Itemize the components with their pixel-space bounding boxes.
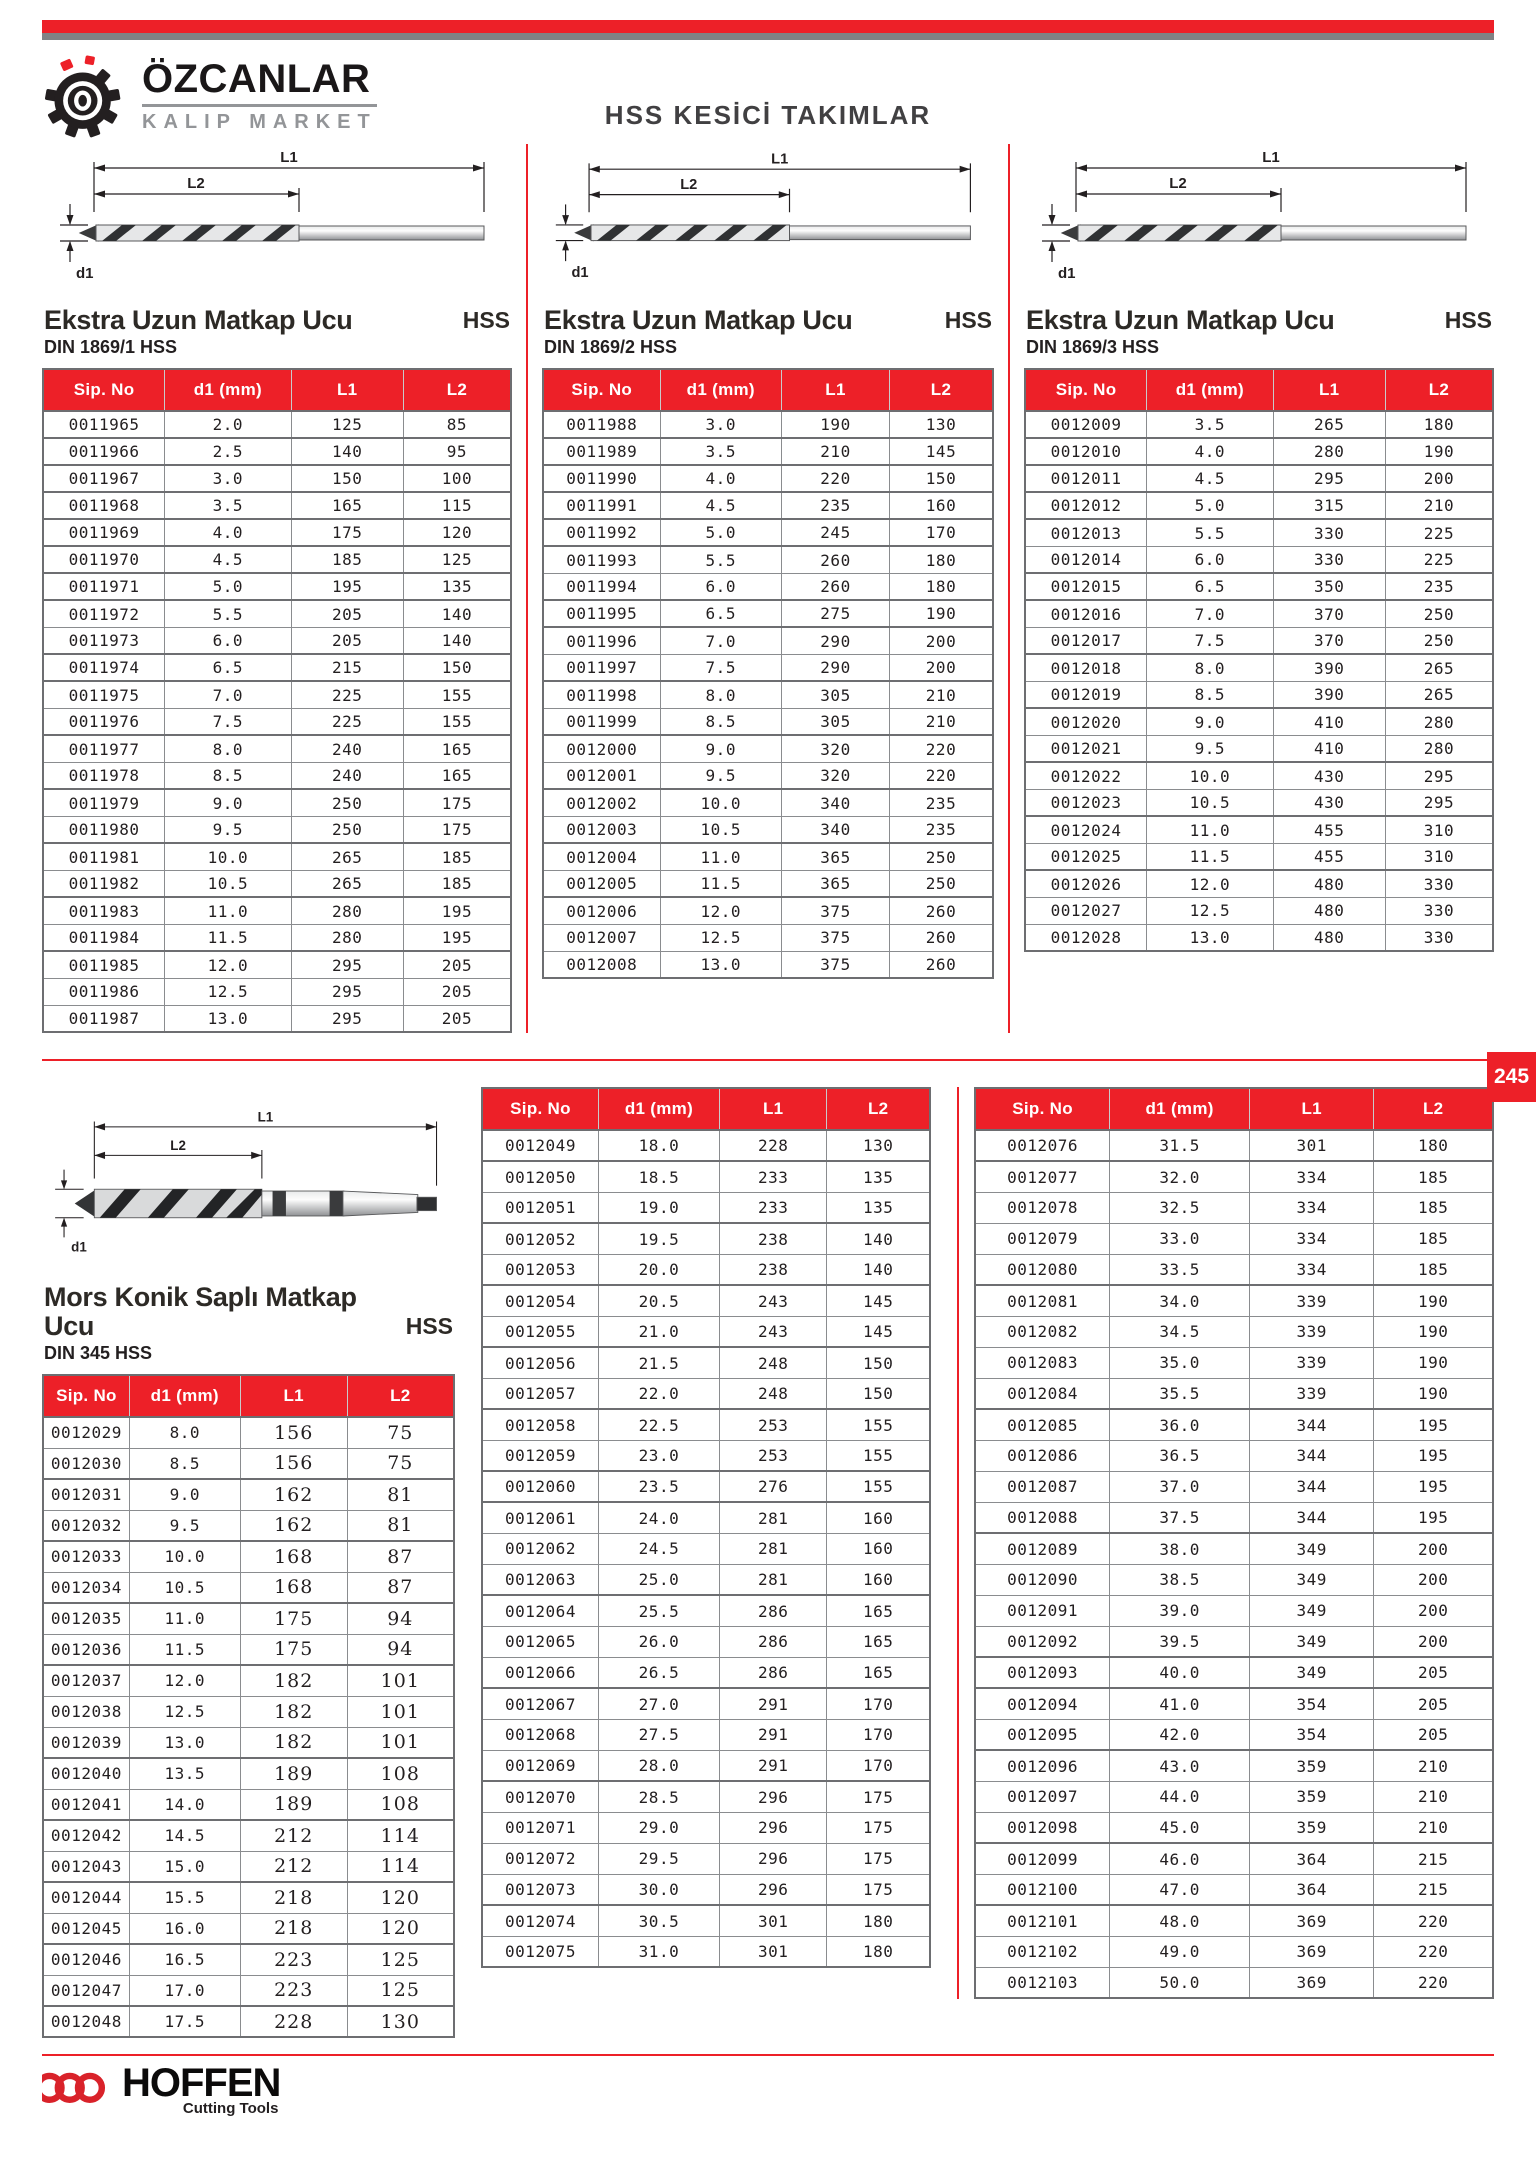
dim-label-l1: L1 — [771, 151, 789, 168]
table-row: 0012000 9.0 320 220 — [543, 735, 993, 762]
col-header-l2: L2 — [403, 369, 511, 411]
dim-label-d1: d1 — [1058, 265, 1076, 282]
table-row: 0012076 31.5 301 180 — [975, 1130, 1493, 1161]
din-345-table-continued-1 — [481, 1087, 931, 1968]
col-header-sip-no: Sip. No — [975, 1088, 1110, 1130]
grade-label: HSS — [944, 307, 992, 334]
table-header-row — [43, 1375, 454, 1417]
table-header-row — [43, 369, 511, 411]
table-row: 0012032 9.5 162 81 — [43, 1510, 454, 1541]
grade-label: HSS — [1444, 307, 1492, 334]
table-row: 0012094 41.0 354 205 — [975, 1688, 1493, 1719]
section-din-345-continued-2 — [957, 1087, 1494, 1999]
table-row: 0012013 5.5 330 225 — [1025, 519, 1493, 546]
table-row: 0012039 13.0 182 101 — [43, 1727, 454, 1758]
dim-label-l1: L1 — [257, 1109, 274, 1125]
dim-label-d1: d1 — [71, 1239, 87, 1255]
table-row: 0012096 43.0 359 210 — [975, 1750, 1493, 1781]
table-row: 0012068 27.5 291 170 — [482, 1719, 930, 1750]
table-row: 0012021 9.5 410 280 — [1025, 735, 1493, 762]
col-header-l1: L1 — [1250, 1088, 1374, 1130]
brand-name: ÖZCANLAR — [142, 59, 377, 107]
table-row: 0012020 9.0 410 280 — [1025, 708, 1493, 735]
table-row: 0011999 8.5 305 210 — [543, 708, 993, 735]
page-number-badge: 245 — [1487, 1052, 1536, 1102]
col-header-sip-no: Sip. No — [543, 369, 660, 411]
table-row: 0012072 29.5 296 175 — [482, 1843, 930, 1874]
table-row: 0012081 34.0 339 190 — [975, 1285, 1493, 1316]
table-row: 0012033 10.0 168 87 — [43, 1541, 454, 1572]
table-row: 0012014 6.0 330 225 — [1025, 546, 1493, 573]
table-row: 0011997 7.5 290 200 — [543, 654, 993, 681]
table-row: 0012071 29.0 296 175 — [482, 1812, 930, 1843]
section-din-1869-3 — [1010, 144, 1494, 1033]
table-row: 0012093 40.0 349 205 — [975, 1657, 1493, 1688]
table-row: 0012004 11.0 365 250 — [543, 843, 993, 870]
col-header-d1: d1 (mm) — [165, 369, 291, 411]
dim-label-d1: d1 — [571, 264, 589, 281]
drill-drawing-morse-taper — [42, 1087, 455, 1279]
col-header-d1: d1 (mm) — [1147, 369, 1273, 411]
table-row: 0012055 21.0 243 145 — [482, 1316, 930, 1347]
drill-drawing-extra-long — [42, 144, 512, 302]
table-row: 0012045 16.0 218 120 — [43, 1913, 454, 1944]
table-row: 0011991 4.5 235 160 — [543, 492, 993, 519]
table-row: 0012011 4.5 295 200 — [1025, 465, 1493, 492]
table-row: 0011980 9.5 250 175 — [43, 816, 511, 843]
ozcanlar-logo — [42, 54, 377, 138]
footer-brand-tagline: Cutting Tools — [182, 2100, 279, 2118]
din-standard: DIN 345 HSS — [44, 1343, 153, 1364]
table-row: 0012067 27.0 291 170 — [482, 1688, 930, 1719]
hoffen-rings-icon — [42, 2064, 114, 2108]
section-title: Ekstra Uzun Matkap Ucu — [544, 305, 853, 335]
table-row: 0012001 9.5 320 220 — [543, 762, 993, 789]
table-row: 0012099 46.0 364 215 — [975, 1843, 1493, 1874]
col-header-d1: d1 (mm) — [660, 369, 782, 411]
table-row: 0012006 12.0 375 260 — [543, 897, 993, 924]
table-row: 0011985 12.0 295 205 — [43, 951, 511, 978]
table-row: 0012026 12.0 480 330 — [1025, 870, 1493, 897]
table-row: 0011996 7.0 290 200 — [543, 627, 993, 654]
top-accent-bar — [42, 20, 1494, 33]
bottom-sections — [42, 1087, 1494, 2038]
table-row: 0011978 8.5 240 165 — [43, 762, 511, 789]
table-row: 0012016 7.0 370 250 — [1025, 600, 1493, 627]
table-row: 0011987 13.0 295 205 — [43, 1005, 511, 1032]
table-row: 0012065 26.0 286 165 — [482, 1626, 930, 1657]
table-header-row — [543, 369, 993, 411]
gear-icon — [42, 54, 128, 138]
table-row: 0012036 11.5 175 94 — [43, 1634, 454, 1665]
page-title: HSS KESİCİ TAKIMLAR — [604, 100, 932, 130]
col-header-sip-no: Sip. No — [482, 1088, 598, 1130]
col-header-l1: L1 — [1273, 369, 1385, 411]
table-row: 0012103 50.0 369 220 — [975, 1967, 1493, 1998]
table-row: 0012097 44.0 359 210 — [975, 1781, 1493, 1812]
din-345-table — [42, 1374, 455, 2038]
table-row: 0012082 34.5 339 190 — [975, 1316, 1493, 1347]
din-standard: DIN 1869/3 HSS — [1026, 337, 1160, 358]
table-row: 0012089 38.0 349 200 — [975, 1533, 1493, 1564]
table-row: 0012059 23.0 253 155 — [482, 1440, 930, 1471]
table-row: 0011983 11.0 280 195 — [43, 897, 511, 924]
table-row: 0012050 18.5 233 135 — [482, 1161, 930, 1192]
table-row: 0012070 28.5 296 175 — [482, 1781, 930, 1812]
col-header-l2: L2 — [1385, 369, 1493, 411]
table-row: 0011975 7.0 225 155 — [43, 681, 511, 708]
table-row: 0011971 5.0 195 135 — [43, 573, 511, 600]
top-sections — [42, 144, 1494, 1033]
table-row: 0012019 8.5 390 265 — [1025, 681, 1493, 708]
col-header-l1: L1 — [719, 1088, 827, 1130]
table-row: 0012042 14.5 212 114 — [43, 1820, 454, 1851]
table-row: 0012077 32.0 334 185 — [975, 1161, 1493, 1192]
table-row: 0012044 15.5 218 120 — [43, 1882, 454, 1913]
table-row: 0012022 10.0 430 295 — [1025, 762, 1493, 789]
col-header-l2: L2 — [890, 369, 994, 411]
table-row: 0011998 8.0 305 210 — [543, 681, 993, 708]
table-row: 0011974 6.5 215 150 — [43, 654, 511, 681]
table-row: 0012095 42.0 354 205 — [975, 1719, 1493, 1750]
col-header-l2: L2 — [827, 1088, 930, 1130]
col-header-sip-no: Sip. No — [1025, 369, 1147, 411]
table-row: 0012037 12.0 182 101 — [43, 1665, 454, 1696]
table-row: 0012084 35.5 339 190 — [975, 1378, 1493, 1409]
table-row: 0012057 22.0 248 150 — [482, 1378, 930, 1409]
table-row: 0012024 11.0 455 310 — [1025, 816, 1493, 843]
table-row: 0012009 3.5 265 180 — [1025, 411, 1493, 438]
table-row: 0012002 10.0 340 235 — [543, 789, 993, 816]
table-row: 0011982 10.5 265 185 — [43, 870, 511, 897]
table-row: 0012051 19.0 233 135 — [482, 1192, 930, 1223]
table-row: 0012078 32.5 334 185 — [975, 1192, 1493, 1223]
table-row: 0012090 38.5 349 200 — [975, 1564, 1493, 1595]
table-row: 0012085 36.0 344 195 — [975, 1409, 1493, 1440]
table-row: 0012079 33.0 334 185 — [975, 1223, 1493, 1254]
table-row: 0012028 13.0 480 330 — [1025, 924, 1493, 951]
table-row: 0012062 24.5 281 160 — [482, 1533, 930, 1564]
dim-label-l1: L1 — [1262, 149, 1280, 166]
table-row: 0012017 7.5 370 250 — [1025, 627, 1493, 654]
table-row: 0011988 3.0 190 130 — [543, 411, 993, 438]
dim-label-l2: L2 — [1169, 175, 1187, 192]
table-row: 0012052 19.5 238 140 — [482, 1223, 930, 1254]
table-row: 0012086 36.5 344 195 — [975, 1440, 1493, 1471]
table-row: 0011976 7.5 225 155 — [43, 708, 511, 735]
table-row: 0012030 8.5 156 75 — [43, 1448, 454, 1479]
dim-label-l1: L1 — [280, 149, 298, 166]
table-row: 0012012 5.0 315 210 — [1025, 492, 1493, 519]
table-row: 0012074 30.5 301 180 — [482, 1905, 930, 1936]
table-row: 0011969 4.0 175 120 — [43, 519, 511, 546]
col-header-sip-no: Sip. No — [43, 1375, 129, 1417]
section-divider-rule — [42, 1059, 1494, 1061]
table-row: 0012005 11.5 365 250 — [543, 870, 993, 897]
din-1869-2-table — [542, 368, 994, 979]
col-header-l2: L2 — [347, 1375, 454, 1417]
table-row: 0012015 6.5 350 235 — [1025, 573, 1493, 600]
table-row: 0012029 8.0 156 75 — [43, 1417, 454, 1448]
section-title: Ekstra Uzun Matkap Ucu — [44, 305, 353, 335]
din-standard: DIN 1869/1 HSS — [44, 337, 178, 358]
table-row: 0012047 17.0 223 125 — [43, 1975, 454, 2006]
dim-label-l2: L2 — [680, 176, 698, 193]
table-row: 0011989 3.5 210 145 — [543, 438, 993, 465]
dim-label-l2: L2 — [187, 175, 205, 192]
table-row: 0012101 48.0 369 220 — [975, 1905, 1493, 1936]
table-row: 0012010 4.0 280 190 — [1025, 438, 1493, 465]
brand-tagline: KALIP MARKET — [142, 110, 377, 133]
table-row: 0012023 10.5 430 295 — [1025, 789, 1493, 816]
grade-label: HSS — [462, 307, 510, 334]
footer — [0, 2061, 1536, 2118]
table-row: 0012083 35.0 339 190 — [975, 1347, 1493, 1378]
table-row: 0012046 16.5 223 125 — [43, 1944, 454, 1975]
table-row: 0012041 14.0 189 108 — [43, 1789, 454, 1820]
table-row: 0011968 3.5 165 115 — [43, 492, 511, 519]
table-row: 0012040 13.5 189 108 — [43, 1758, 454, 1789]
table-row: 0011972 5.5 205 140 — [43, 600, 511, 627]
table-row: 0012054 20.5 243 145 — [482, 1285, 930, 1316]
table-header-row — [1025, 369, 1493, 411]
table-row: 0012088 37.5 344 195 — [975, 1502, 1493, 1533]
din-1869-3-table — [1024, 368, 1494, 952]
table-row: 0011994 6.0 260 180 — [543, 573, 993, 600]
table-row: 0011967 3.0 150 100 — [43, 465, 511, 492]
table-row: 0011990 4.0 220 150 — [543, 465, 993, 492]
section-din-345 — [42, 1087, 455, 2038]
table-row: 0012031 9.0 162 81 — [43, 1479, 454, 1510]
table-row: 0012100 47.0 364 215 — [975, 1874, 1493, 1905]
table-row: 0012092 39.5 349 200 — [975, 1626, 1493, 1657]
table-header-row — [482, 1088, 930, 1130]
section-title: Mors Konik Saplı Matkap Ucu — [44, 1282, 357, 1341]
table-row: 0012066 26.5 286 165 — [482, 1657, 930, 1688]
table-row: 0011965 2.0 125 85 — [43, 411, 511, 438]
table-row: 0012102 49.0 369 220 — [975, 1936, 1493, 1967]
table-row: 0012025 11.5 455 310 — [1025, 843, 1493, 870]
masthead — [0, 40, 1536, 140]
din-345-table-continued-2 — [974, 1087, 1494, 1999]
table-row: 0012060 23.5 276 155 — [482, 1471, 930, 1502]
drill-drawing-extra-long — [542, 144, 994, 302]
table-header-row — [975, 1088, 1493, 1130]
drill-drawing-extra-long — [1024, 144, 1494, 302]
section-title: Ekstra Uzun Matkap Ucu — [1026, 305, 1335, 335]
section-din-1869-2 — [526, 144, 1010, 1033]
din-1869-1-table — [42, 368, 512, 1033]
table-row: 0011993 5.5 260 180 — [543, 546, 993, 573]
table-row: 0012091 39.0 349 200 — [975, 1595, 1493, 1626]
table-row: 0012008 13.0 375 260 — [543, 951, 993, 978]
table-row: 0011984 11.5 280 195 — [43, 924, 511, 951]
table-row: 0011970 4.5 185 125 — [43, 546, 511, 573]
table-row: 0011995 6.5 275 190 — [543, 600, 993, 627]
table-row: 0012080 33.5 334 185 — [975, 1254, 1493, 1285]
table-row: 0012087 37.0 344 195 — [975, 1471, 1493, 1502]
table-row: 0011977 8.0 240 165 — [43, 735, 511, 762]
col-header-l2: L2 — [1374, 1088, 1493, 1130]
table-row: 0012069 28.0 291 170 — [482, 1750, 930, 1781]
table-row: 0012073 30.0 296 175 — [482, 1874, 930, 1905]
col-header-l1: L1 — [291, 369, 403, 411]
table-row: 0012027 12.5 480 330 — [1025, 897, 1493, 924]
grade-label: HSS — [405, 1313, 453, 1340]
table-row: 0012003 10.5 340 235 — [543, 816, 993, 843]
table-row: 0012018 8.0 390 265 — [1025, 654, 1493, 681]
table-row: 0012049 18.0 228 130 — [482, 1130, 930, 1161]
table-row: 0011986 12.5 295 205 — [43, 978, 511, 1005]
footer-rule — [42, 2054, 1494, 2056]
col-header-l1: L1 — [240, 1375, 347, 1417]
top-gray-bar — [42, 33, 1494, 40]
din-standard: DIN 1869/2 HSS — [544, 337, 678, 358]
table-row: 0012038 12.5 182 101 — [43, 1696, 454, 1727]
table-row: 0012098 45.0 359 210 — [975, 1812, 1493, 1843]
table-row: 0012007 12.5 375 260 — [543, 924, 993, 951]
table-row: 0012056 21.5 248 150 — [482, 1347, 930, 1378]
table-row: 0011973 6.0 205 140 — [43, 627, 511, 654]
dim-label-d1: d1 — [76, 265, 94, 282]
col-header-d1: d1 (mm) — [129, 1375, 240, 1417]
col-header-sip-no: Sip. No — [43, 369, 165, 411]
table-row: 0012053 20.0 238 140 — [482, 1254, 930, 1285]
table-row: 0012043 15.0 212 114 — [43, 1851, 454, 1882]
table-row: 0012063 25.0 281 160 — [482, 1564, 930, 1595]
footer-brand-name: HOFFEN — [122, 2061, 281, 2106]
section-din-345-continued-1 — [481, 1087, 931, 1968]
section-din-1869-1 — [42, 144, 526, 1033]
table-row: 0011966 2.5 140 95 — [43, 438, 511, 465]
table-row: 0012075 31.0 301 180 — [482, 1936, 930, 1967]
table-row: 0011981 10.0 265 185 — [43, 843, 511, 870]
dim-label-l2: L2 — [170, 1138, 186, 1154]
table-row: 0012034 10.5 168 87 — [43, 1572, 454, 1603]
table-row: 0011979 9.0 250 175 — [43, 789, 511, 816]
table-row: 0012064 25.5 286 165 — [482, 1595, 930, 1626]
table-row: 0012058 22.5 253 155 — [482, 1409, 930, 1440]
col-header-d1: d1 (mm) — [598, 1088, 719, 1130]
col-header-d1: d1 (mm) — [1110, 1088, 1250, 1130]
table-row: 0012035 11.0 175 94 — [43, 1603, 454, 1634]
table-row: 0012048 17.5 228 130 — [43, 2006, 454, 2037]
table-row: 0012061 24.0 281 160 — [482, 1502, 930, 1533]
table-row: 0011992 5.0 245 170 — [543, 519, 993, 546]
col-header-l1: L1 — [782, 369, 890, 411]
